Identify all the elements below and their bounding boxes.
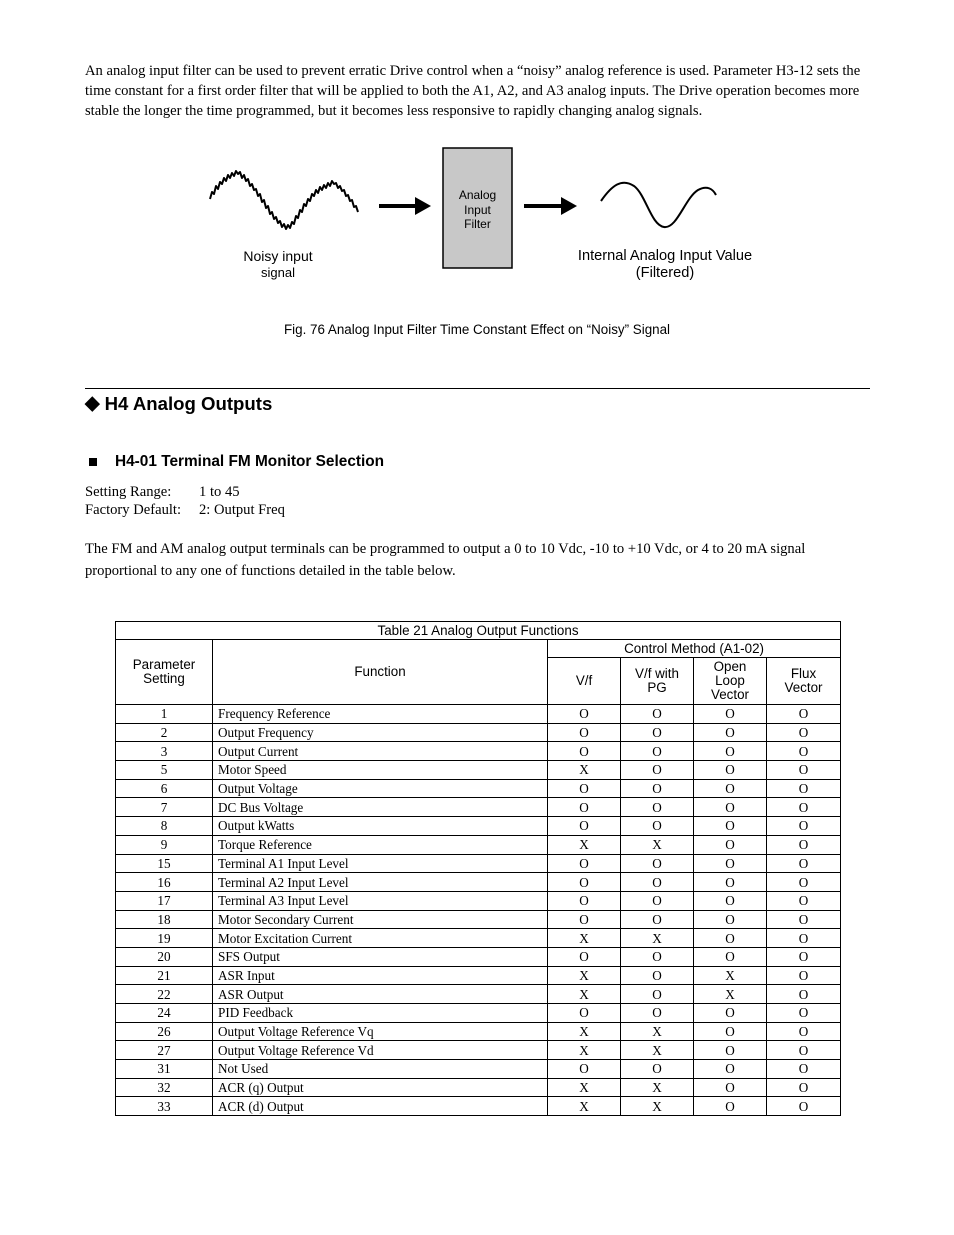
subsection-title: H4-01 Terminal FM Monitor Selection (115, 453, 385, 470)
flux-vector-cell: O (767, 929, 841, 948)
arrow-2-head (561, 197, 577, 215)
factory-default-row (85, 502, 285, 520)
table-row (116, 705, 841, 724)
header-vfpg-line-2: PG (647, 680, 667, 695)
table-row (116, 1078, 841, 1097)
description-paragraph: The FM and AM analog output terminals can be programmed to output a 0 to 10 Vdc, -10 to +10 Vdc, or 4 to 20 mA signal proportional to any one of functions detailed in the table below. (85, 541, 806, 579)
param-setting-cell: 27 (116, 1041, 213, 1060)
section-heading (85, 392, 272, 415)
table-row (116, 1004, 841, 1023)
open-loop-vector-cell: O (694, 1060, 767, 1079)
noisy-signal-waveform (210, 171, 358, 229)
vf-cell: X (548, 929, 621, 948)
vf-pg-cell: O (621, 891, 694, 910)
flux-vector-cell: O (767, 1041, 841, 1060)
table-row (116, 947, 841, 966)
setting-range-label: Setting Range: (85, 484, 172, 500)
header-olv-line-2: Loop (715, 673, 745, 688)
open-loop-vector-cell: O (694, 1022, 767, 1041)
noisy-input-label (208, 248, 348, 281)
factory-default-value: 2: Output Freq (199, 501, 285, 518)
function-cell: Output Frequency (213, 723, 548, 742)
header-parameter-line-2: Setting (143, 671, 185, 686)
vf-pg-cell: O (621, 742, 694, 761)
flux-vector-cell: O (767, 1022, 841, 1041)
vf-pg-cell: X (621, 1022, 694, 1041)
noisy-input-label-line-2: signal (261, 265, 295, 280)
vf-pg-cell: O (621, 705, 694, 724)
open-loop-vector-cell: O (694, 929, 767, 948)
param-setting-cell: 26 (116, 1022, 213, 1041)
function-cell: ASR Output (213, 985, 548, 1004)
open-loop-vector-cell: O (694, 873, 767, 892)
diamond-bullet-icon: ◆ (85, 393, 100, 414)
open-loop-vector-cell: O (694, 947, 767, 966)
filter-box-line-1: Analog (458, 188, 497, 202)
open-loop-vector-cell: O (694, 1004, 767, 1023)
vf-cell: O (548, 1004, 621, 1023)
vf-cell: O (548, 873, 621, 892)
analog-output-functions-table (115, 621, 841, 1116)
vf-cell: O (548, 854, 621, 873)
table-row (116, 723, 841, 742)
header-vf-with-pg (621, 658, 694, 705)
vf-cell: X (548, 1022, 621, 1041)
vf-cell: O (548, 947, 621, 966)
flux-vector-cell: O (767, 798, 841, 817)
open-loop-vector-cell: O (694, 835, 767, 854)
open-loop-vector-cell: O (694, 705, 767, 724)
header-vf: V/f (548, 658, 621, 705)
function-cell: Output Voltage Reference Vd (213, 1041, 548, 1060)
vf-cell: O (548, 910, 621, 929)
flux-vector-cell: O (767, 835, 841, 854)
intro-paragraph: An analog input filter can be used to prevent erratic Drive control when a “noisy” analog reference is used. Parameter H3-12 sets the time constant for a first order filter that will be applied to both the A1, A2, and A3 analog inputs. The Drive operation becomes more stable the longer the time programmed, but it becomes less responsive to rapidly changing analog signals. (85, 63, 861, 120)
param-setting-cell: 22 (116, 985, 213, 1004)
filter-box-line-2: Input (464, 202, 491, 217)
table-row (116, 835, 841, 854)
table-row (116, 761, 841, 780)
open-loop-vector-cell: O (694, 779, 767, 798)
vf-cell: O (548, 891, 621, 910)
filtered-signal-waveform (601, 183, 716, 227)
vf-cell: X (548, 835, 621, 854)
header-olv-line-1: Open (713, 659, 747, 674)
flux-vector-cell: O (767, 742, 841, 761)
vf-pg-cell: O (621, 817, 694, 836)
param-setting-cell: 32 (116, 1078, 213, 1097)
table-row (116, 854, 841, 873)
vf-pg-cell: O (621, 985, 694, 1004)
figure-caption: Fig. 76 Analog Input Filter Time Constant Effect on “Noisy” Signal (283, 322, 671, 337)
param-setting-cell: 2 (116, 723, 213, 742)
open-loop-vector-cell: O (694, 910, 767, 929)
function-cell: Output Voltage Reference Vq (213, 1022, 548, 1041)
param-setting-cell: 20 (116, 947, 213, 966)
section-divider (85, 388, 870, 389)
vf-pg-cell: O (621, 1004, 694, 1023)
function-cell: Terminal A2 Input Level (213, 873, 548, 892)
table-row (116, 910, 841, 929)
filtered-output-label-line-2: (Filtered) (635, 265, 695, 281)
subsection-heading (85, 453, 384, 471)
vf-pg-cell: O (621, 798, 694, 817)
header-parameter-line-1: Parameter (132, 657, 196, 672)
table-row (116, 966, 841, 985)
function-cell: Motor Secondary Current (213, 910, 548, 929)
vf-pg-cell: X (621, 1078, 694, 1097)
factory-default-label: Factory Default: (85, 501, 182, 518)
param-setting-cell: 6 (116, 779, 213, 798)
table-row (116, 798, 841, 817)
param-setting-cell: 33 (116, 1097, 213, 1116)
function-cell: Motor Excitation Current (213, 929, 548, 948)
vf-cell: O (548, 779, 621, 798)
vf-cell: X (548, 1078, 621, 1097)
flux-vector-cell: O (767, 761, 841, 780)
square-bullet-icon (89, 458, 97, 466)
flux-vector-cell: O (767, 1004, 841, 1023)
table-row (116, 817, 841, 836)
function-cell: Terminal A1 Input Level (213, 854, 548, 873)
header-flux-line-2: Vector (784, 680, 823, 695)
open-loop-vector-cell: X (694, 966, 767, 985)
open-loop-vector-cell: O (694, 891, 767, 910)
vf-pg-cell: O (621, 854, 694, 873)
header-open-loop-vector (694, 658, 767, 705)
header-flux-vector (767, 658, 841, 705)
function-cell: ASR Input (213, 966, 548, 985)
param-setting-cell: 19 (116, 929, 213, 948)
table-body (116, 705, 841, 1116)
header-olv-line-3: Vector (711, 687, 749, 702)
flux-vector-cell: O (767, 723, 841, 742)
arrow-1-head (415, 197, 431, 215)
open-loop-vector-cell: O (694, 761, 767, 780)
flux-vector-cell: O (767, 779, 841, 798)
function-cell: Motor Speed (213, 761, 548, 780)
table-row (116, 1022, 841, 1041)
param-setting-cell: 9 (116, 835, 213, 854)
param-setting-cell: 5 (116, 761, 213, 780)
param-setting-cell: 24 (116, 1004, 213, 1023)
vf-pg-cell: O (621, 761, 694, 780)
vf-pg-cell: X (621, 929, 694, 948)
setting-range-value: 1 to 45 (199, 484, 240, 500)
noisy-input-label-line-1: Noisy input (243, 248, 313, 264)
table-row (116, 985, 841, 1004)
function-cell: Output Voltage (213, 779, 548, 798)
vf-cell: O (548, 798, 621, 817)
setting-range-row (85, 484, 285, 502)
function-cell: PID Feedback (213, 1004, 548, 1023)
param-setting-cell: 17 (116, 891, 213, 910)
function-cell: DC Bus Voltage (213, 798, 548, 817)
vf-cell: X (548, 985, 621, 1004)
vf-cell: O (548, 817, 621, 836)
vf-pg-cell: O (621, 910, 694, 929)
flux-vector-cell: O (767, 705, 841, 724)
open-loop-vector-cell: O (694, 817, 767, 836)
flux-vector-cell: O (767, 891, 841, 910)
param-setting-cell: 1 (116, 705, 213, 724)
param-setting-cell: 15 (116, 854, 213, 873)
param-setting-cell: 18 (116, 910, 213, 929)
function-cell: SFS Output (213, 947, 548, 966)
table-caption: Table 21 Analog Output Functions (116, 622, 841, 640)
vf-cell: X (548, 761, 621, 780)
flux-vector-cell: O (767, 817, 841, 836)
table-row (116, 1041, 841, 1060)
flux-vector-cell: O (767, 1078, 841, 1097)
function-cell: Terminal A3 Input Level (213, 891, 548, 910)
open-loop-vector-cell: O (694, 798, 767, 817)
flux-vector-cell: O (767, 910, 841, 929)
header-flux-line-1: Flux (790, 666, 817, 681)
param-setting-cell: 31 (116, 1060, 213, 1079)
param-setting-cell: 8 (116, 817, 213, 836)
vf-cell: X (548, 966, 621, 985)
vf-cell: O (548, 705, 621, 724)
vf-pg-cell: O (621, 779, 694, 798)
parameter-settings (85, 484, 285, 519)
function-cell: ACR (q) Output (213, 1078, 548, 1097)
vf-pg-cell: O (621, 947, 694, 966)
flux-vector-cell: O (767, 966, 841, 985)
flux-vector-cell: O (767, 985, 841, 1004)
open-loop-vector-cell: X (694, 985, 767, 1004)
flux-vector-cell: O (767, 1097, 841, 1116)
section-title: H4 Analog Outputs (104, 392, 273, 414)
header-vfpg-line-1: V/f with (635, 666, 679, 681)
table-row (116, 873, 841, 892)
vf-pg-cell: X (621, 1041, 694, 1060)
vf-cell: X (548, 1041, 621, 1060)
param-setting-cell: 16 (116, 873, 213, 892)
function-cell: Frequency Reference (213, 705, 548, 724)
vf-cell: O (548, 1060, 621, 1079)
flux-vector-cell: O (767, 947, 841, 966)
table-row (116, 929, 841, 948)
function-cell: Output kWatts (213, 817, 548, 836)
vf-pg-cell: O (621, 873, 694, 892)
filter-box-line-3: Filter (464, 217, 491, 231)
table-row (116, 1097, 841, 1116)
vf-pg-cell: X (621, 1097, 694, 1116)
vf-cell: O (548, 742, 621, 761)
vf-pg-cell: X (621, 835, 694, 854)
vf-pg-cell: O (621, 966, 694, 985)
header-function: Function (213, 640, 548, 705)
vf-pg-cell: O (621, 1060, 694, 1079)
open-loop-vector-cell: O (694, 723, 767, 742)
function-cell: Not Used (213, 1060, 548, 1079)
vf-cell: O (548, 723, 621, 742)
open-loop-vector-cell: O (694, 742, 767, 761)
table-row (116, 779, 841, 798)
param-setting-cell: 3 (116, 742, 213, 761)
function-cell: Output Current (213, 742, 548, 761)
function-cell: Torque Reference (213, 835, 548, 854)
open-loop-vector-cell: O (694, 854, 767, 873)
flux-vector-cell: O (767, 854, 841, 873)
table-row (116, 891, 841, 910)
header-parameter-setting (116, 640, 213, 705)
open-loop-vector-cell: O (694, 1041, 767, 1060)
vf-cell: X (548, 1097, 621, 1116)
flux-vector-cell: O (767, 873, 841, 892)
filter-box-label (443, 188, 512, 232)
flux-vector-cell: O (767, 1060, 841, 1079)
table-row (116, 1060, 841, 1079)
filtered-output-label (545, 248, 785, 282)
header-control-method: Control Method (A1-02) (548, 640, 841, 658)
open-loop-vector-cell: O (694, 1097, 767, 1116)
function-cell: ACR (d) Output (213, 1097, 548, 1116)
filtered-output-label-line-1: Internal Analog Input Value (577, 248, 753, 264)
param-setting-cell: 7 (116, 798, 213, 817)
param-setting-cell: 21 (116, 966, 213, 985)
vf-pg-cell: O (621, 723, 694, 742)
table-row (116, 742, 841, 761)
open-loop-vector-cell: O (694, 1078, 767, 1097)
